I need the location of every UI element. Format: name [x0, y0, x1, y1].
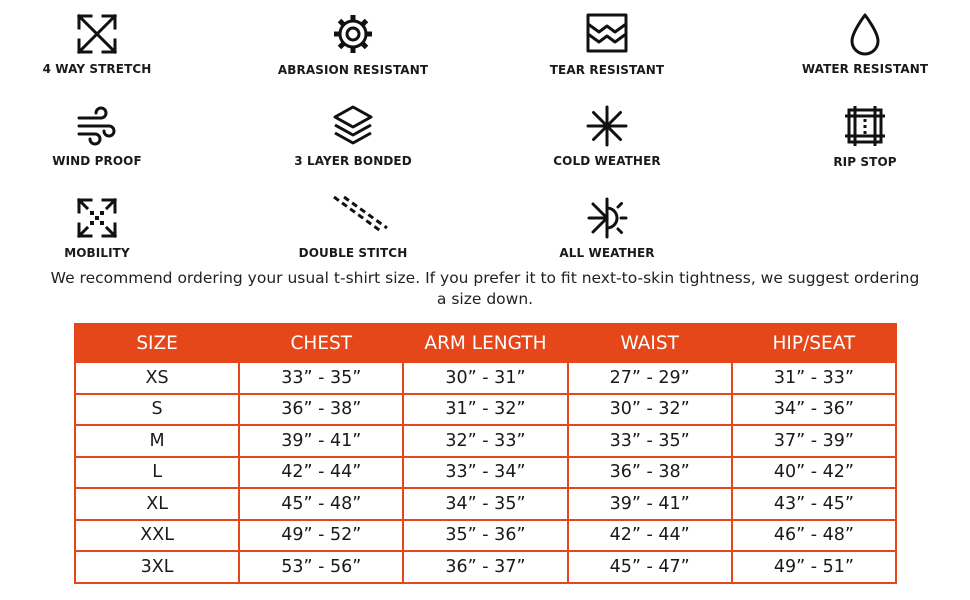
- rip-stop-grid-icon: [843, 104, 887, 148]
- feature-abrasion-resistant: [258, 12, 448, 77]
- mobility-arrows-icon: [75, 196, 119, 240]
- arm-length-cell: 30” - 31”: [403, 362, 567, 394]
- feature-cold-weather: [512, 104, 702, 168]
- feature-label: COLD WEATHER: [553, 154, 661, 168]
- header-waist: WAIST: [568, 324, 732, 362]
- feature-label: ALL WEATHER: [559, 246, 655, 260]
- feature-all-weather: [512, 196, 702, 260]
- size-chart-table: [74, 323, 897, 584]
- header-arm-length: ARM LENGTH: [403, 324, 567, 362]
- chest-cell: 42” - 44”: [239, 457, 403, 489]
- chest-cell: 33” - 35”: [239, 362, 403, 394]
- feature-water-resistant: [770, 12, 960, 76]
- feature-double-stitch: [258, 194, 448, 260]
- water-drop-icon: [843, 12, 887, 56]
- size-cell: 3XL: [75, 551, 239, 583]
- size-cell: L: [75, 457, 239, 489]
- waist-cell: 27” - 29”: [568, 362, 732, 394]
- hip-seat-cell: 34” - 36”: [732, 394, 896, 426]
- arm-length-cell: 35” - 36”: [403, 520, 567, 552]
- feature-wind-proof: [2, 104, 192, 168]
- table-row: [75, 488, 896, 520]
- feature-label: WIND PROOF: [52, 154, 142, 168]
- waist-cell: 33” - 35”: [568, 425, 732, 457]
- chest-cell: 45” - 48”: [239, 488, 403, 520]
- wind-icon: [75, 104, 119, 148]
- arm-length-cell: 33” - 34”: [403, 457, 567, 489]
- table-row: [75, 425, 896, 457]
- feature-3-layer-bonded: [258, 104, 448, 168]
- hip-seat-cell: 40” - 42”: [732, 457, 896, 489]
- table-row: [75, 457, 896, 489]
- size-cell: XS: [75, 362, 239, 394]
- table-row: [75, 551, 896, 583]
- gear-icon: [331, 12, 375, 56]
- size-cell: M: [75, 425, 239, 457]
- hip-seat-cell: 31” - 33”: [732, 362, 896, 394]
- feature-4-way-stretch: [2, 12, 192, 76]
- feature-tear-resistant: [512, 12, 702, 77]
- arm-length-cell: 31” - 32”: [403, 394, 567, 426]
- size-chart-header-row: [75, 324, 896, 362]
- arm-length-cell: 36” - 37”: [403, 551, 567, 583]
- header-chest: CHEST: [239, 324, 403, 362]
- waist-cell: 42” - 44”: [568, 520, 732, 552]
- hip-seat-cell: 43” - 45”: [732, 488, 896, 520]
- table-row: [75, 520, 896, 552]
- waist-cell: 30” - 32”: [568, 394, 732, 426]
- torn-fabric-icon: [585, 12, 629, 54]
- feature-rip-stop: [770, 104, 960, 169]
- chest-cell: 39” - 41”: [239, 425, 403, 457]
- feature-label: ABRASION RESISTANT: [277, 63, 429, 77]
- waist-cell: 45” - 47”: [568, 551, 732, 583]
- arm-length-cell: 32” - 33”: [403, 425, 567, 457]
- size-cell: S: [75, 394, 239, 426]
- size-recommendation-text: We recommend ordering your usual t-shirt size. If you prefer it to fit next-to-skin tightness, we suggest ordering a size down.: [50, 269, 920, 308]
- snow-sun-icon: [585, 196, 629, 240]
- snowflake-icon: [585, 104, 629, 148]
- double-stitch-icon: [330, 194, 390, 238]
- hip-seat-cell: 46” - 48”: [732, 520, 896, 552]
- waist-cell: 36” - 38”: [568, 457, 732, 489]
- feature-label: MOBILITY: [64, 246, 130, 260]
- feature-label: TEAR RESISTANT: [549, 63, 665, 77]
- feature-mobility: [2, 196, 192, 260]
- chest-cell: 49” - 52”: [239, 520, 403, 552]
- four-way-arrows-icon: [75, 12, 119, 56]
- header-size: SIZE: [75, 324, 239, 362]
- feature-label: DOUBLE STITCH: [298, 246, 408, 260]
- feature-label: 3 LAYER BONDED: [294, 154, 412, 168]
- feature-label: 4 WAY STRETCH: [42, 62, 152, 76]
- header-hip-seat: HIP/SEAT: [732, 324, 896, 362]
- arm-length-cell: 34” - 35”: [403, 488, 567, 520]
- table-row: [75, 362, 896, 394]
- table-row: [75, 394, 896, 426]
- chest-cell: 36” - 38”: [239, 394, 403, 426]
- feature-label: RIP STOP: [833, 155, 897, 169]
- feature-label: WATER RESISTANT: [801, 62, 929, 76]
- layers-icon: [331, 104, 375, 148]
- hip-seat-cell: 49” - 51”: [732, 551, 896, 583]
- size-cell: XXL: [75, 520, 239, 552]
- chest-cell: 53” - 56”: [239, 551, 403, 583]
- hip-seat-cell: 37” - 39”: [732, 425, 896, 457]
- size-cell: XL: [75, 488, 239, 520]
- waist-cell: 39” - 41”: [568, 488, 732, 520]
